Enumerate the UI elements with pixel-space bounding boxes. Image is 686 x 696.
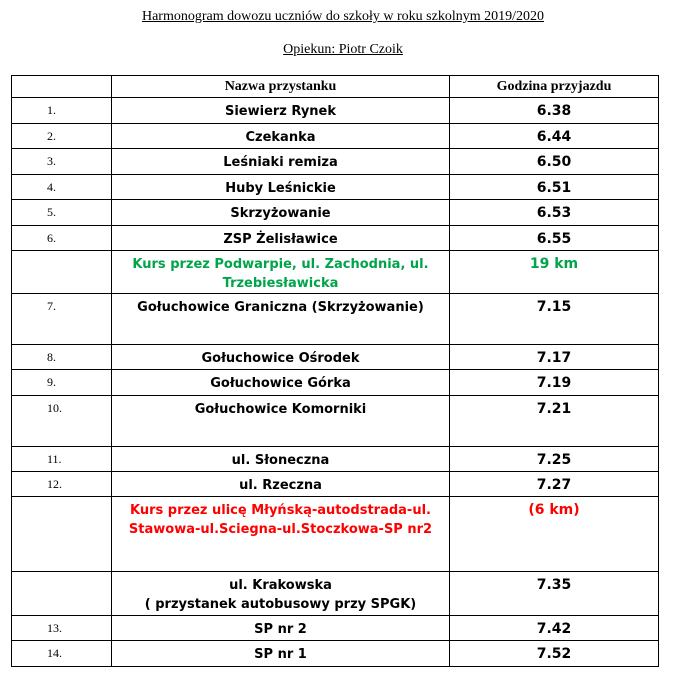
stop-name-line: ul. Krakowska xyxy=(229,578,332,593)
arrival-time: 6.44 xyxy=(450,124,659,149)
arrival-time: 6.53 xyxy=(450,200,659,226)
table-row xyxy=(12,175,659,200)
row-number: 14. xyxy=(12,641,112,667)
row-number: 5. xyxy=(12,200,112,226)
table-row xyxy=(12,149,659,175)
stop-name: Gołuchowice Graniczna (Skrzyżowanie) xyxy=(112,294,450,345)
arrival-time: 7.27 xyxy=(450,472,659,497)
arrival-time: 6.55 xyxy=(450,226,659,251)
row-number: 10. xyxy=(12,396,112,447)
arrival-time: 7.35 xyxy=(450,572,659,616)
table-row xyxy=(12,641,659,667)
table-row xyxy=(12,370,659,396)
stop-name: Siewierz Rynek xyxy=(112,98,450,124)
row-number: 11. xyxy=(12,447,112,472)
stop-name: ZSP Żelisławice xyxy=(112,226,450,251)
stop-name xyxy=(112,572,450,616)
row-number: 8. xyxy=(12,345,112,370)
document-subtitle: Opiekun: Piotr Czoik xyxy=(283,42,403,57)
table-row xyxy=(12,497,659,572)
arrival-time: 7.42 xyxy=(450,616,659,641)
stop-name: Huby Leśnickie xyxy=(112,175,450,200)
course-distance: 19 km xyxy=(450,251,659,294)
stop-name: Gołuchowice Komorniki xyxy=(112,396,450,447)
stop-name: SP nr 2 xyxy=(112,616,450,641)
stop-name: Leśniaki remiza xyxy=(112,149,450,175)
table-row xyxy=(12,396,659,447)
stop-name: Czekanka xyxy=(112,124,450,149)
table-header-row xyxy=(12,76,659,98)
row-number xyxy=(12,497,112,572)
header-arrival-time: Godzina przyjazdu xyxy=(450,76,659,98)
row-number: 9. xyxy=(12,370,112,396)
row-number: 6. xyxy=(12,226,112,251)
stop-name: Gołuchowice Ośrodek xyxy=(112,345,450,370)
table-row xyxy=(12,472,659,497)
arrival-time: 6.50 xyxy=(450,149,659,175)
arrival-time: 7.19 xyxy=(450,370,659,396)
table-row xyxy=(12,98,659,124)
header-number xyxy=(12,76,112,98)
course-route-note: Kurs przez ulicę Młyńską-autodstrada-ul. Stawowa-ul.Sciegna-ul.Stoczkowa-SP nr2 xyxy=(112,497,450,572)
table-row xyxy=(12,200,659,226)
arrival-time: 6.51 xyxy=(450,175,659,200)
row-number: 2. xyxy=(12,124,112,149)
stop-name: Skrzyżowanie xyxy=(112,200,450,226)
table-row xyxy=(12,124,659,149)
table-row xyxy=(12,616,659,641)
table-row xyxy=(12,251,659,294)
arrival-time: 7.21 xyxy=(450,396,659,447)
arrival-time: 7.52 xyxy=(450,641,659,667)
course-route-note: Kurs przez Podwarpie, ul. Zachodnia, ul. Trzebiesławicka xyxy=(112,251,450,294)
arrival-time: 6.38 xyxy=(450,98,659,124)
table-row xyxy=(12,294,659,345)
row-number: 7. xyxy=(12,294,112,345)
row-number: 1. xyxy=(12,98,112,124)
row-number: 13. xyxy=(12,616,112,641)
document-title: Harmonogram dowozu uczniów do szkoły w roku szkolnym 2019/2020 xyxy=(141,9,545,24)
row-number xyxy=(12,572,112,616)
stop-name: ul. Rzeczna xyxy=(112,472,450,497)
row-number: 3. xyxy=(12,149,112,175)
table-row xyxy=(12,447,659,472)
row-number: 12. xyxy=(12,472,112,497)
table-row xyxy=(12,572,659,616)
stop-name: Gołuchowice Górka xyxy=(112,370,450,396)
table-row xyxy=(12,345,659,370)
arrival-time: 7.15 xyxy=(450,294,659,345)
header-stop-name: Nazwa przystanku xyxy=(112,76,450,98)
table-row xyxy=(12,226,659,251)
stop-name: ul. Słoneczna xyxy=(112,447,450,472)
row-number xyxy=(12,251,112,294)
arrival-time: 7.17 xyxy=(450,345,659,370)
stop-name: SP nr 1 xyxy=(112,641,450,667)
stop-name-note: ( przystanek autobusowy przy SPGK) xyxy=(144,597,417,612)
row-number: 4. xyxy=(12,175,112,200)
schedule-table xyxy=(11,75,659,667)
course-distance: (6 km) xyxy=(450,497,659,572)
arrival-time: 7.25 xyxy=(450,447,659,472)
